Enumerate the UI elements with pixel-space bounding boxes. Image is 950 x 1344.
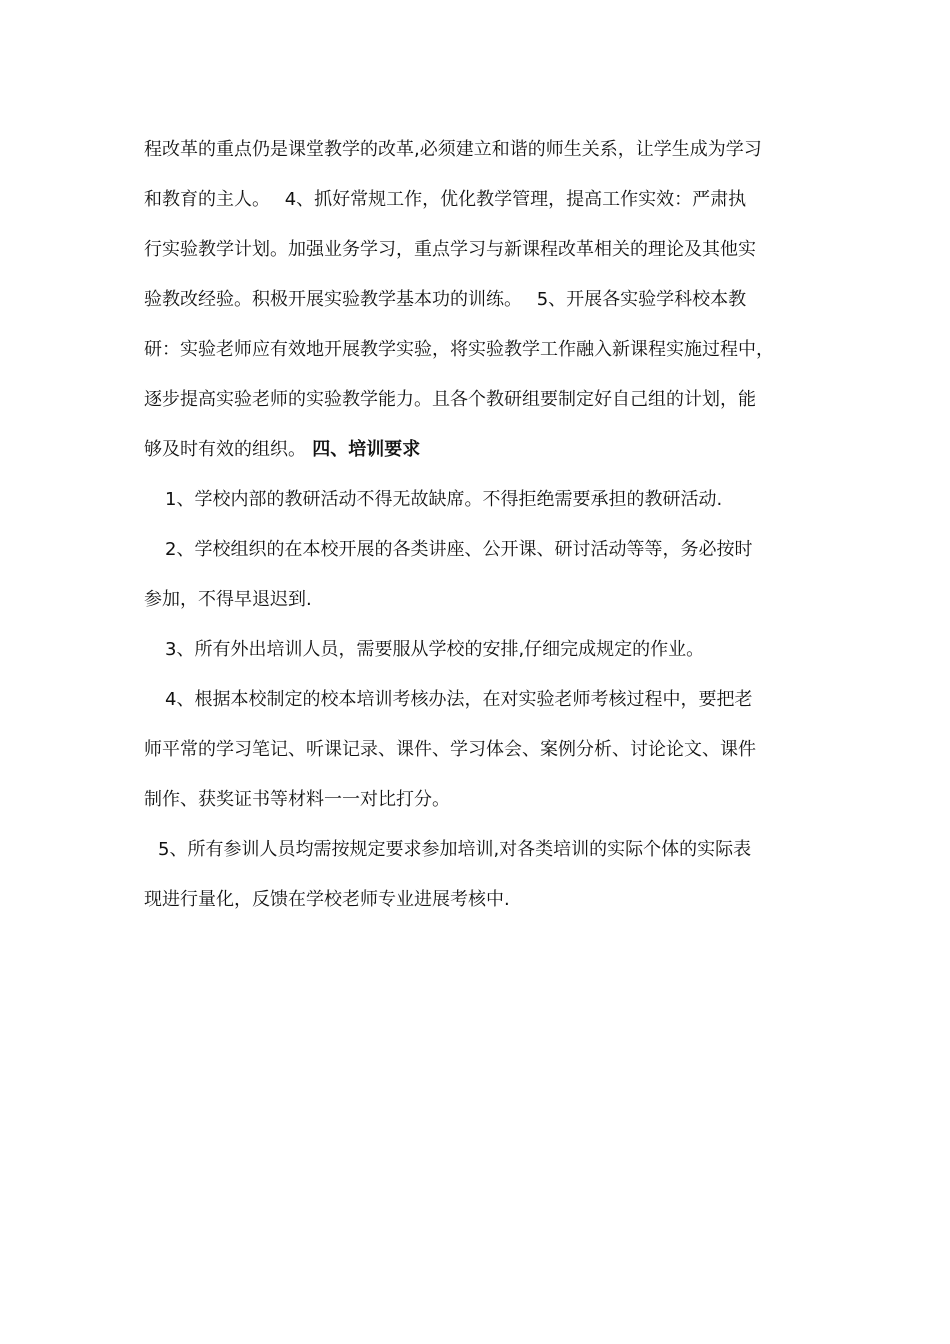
requirement-item-4: 4、根据本校制定的校本培训考核办法，在对实验老师考核过程中，要把老 bbox=[165, 689, 753, 710]
requirement-item-3: 3、所有外出培训人员，需要服从学校的安排,仔细完成规定的作业。 bbox=[165, 639, 705, 660]
requirement-item-1: 1、学校内部的教研活动不得无故缺席。不得拒绝需要承担的教研活动. bbox=[165, 489, 723, 510]
body-line-4: 验教改经验。积极开展实验教学基本功的训练。 5、开展各实验学科校本教 bbox=[144, 289, 747, 310]
body-line-5: 研：实验老师应有效地开展教学实验，将实验教学工作融入新课程实施过程中， bbox=[144, 339, 774, 360]
body-line-7 bbox=[144, 435, 806, 465]
body-line-2: 和教育的主人。 4、抓好常规工作，优化教学管理，提高工作实效：严肃执 bbox=[144, 189, 747, 210]
body-line-3: 行实验教学计划。加强业务学习，重点学习与新课程改革相关的理论及其他实 bbox=[144, 239, 756, 260]
requirement-item-4-cont-2: 制作、获奖证书等材料一一对比打分。 bbox=[144, 789, 450, 810]
requirement-item-5: 5、所有参训人员均需按规定要求参加培训,对各类培训的实际个体的实际表 bbox=[158, 839, 752, 860]
body-line-7-text: 够及时有效的组织。 bbox=[144, 439, 306, 460]
requirement-item-2-cont: 参加，不得早退迟到. bbox=[144, 589, 312, 610]
requirement-item-2: 2、学校组织的在本校开展的各类讲座、公开课、研讨活动等等，务必按时 bbox=[165, 539, 753, 560]
requirement-item-4-cont-1: 师平常的学习笔记、听课记录、课件、学习体会、案例分析、讨论论文、课件 bbox=[144, 739, 756, 760]
body-line-6: 逐步提高实验老师的实验教学能力。且各个教研组要制定好自己组的计划，能 bbox=[144, 389, 756, 410]
section-heading: 四、培训要求 bbox=[306, 439, 421, 460]
body-line-1: 程改革的重点仍是课堂教学的改革,必须建立和谐的师生关系，让学生成为学习 bbox=[144, 139, 762, 160]
requirement-item-5-cont: 现进行量化，反馈在学校老师专业进展考核中. bbox=[144, 889, 510, 910]
